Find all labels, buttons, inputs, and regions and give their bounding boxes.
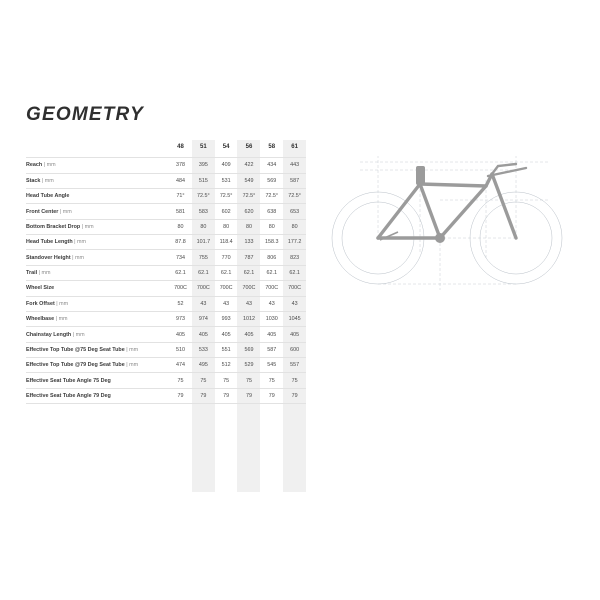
- cell-value: 79: [268, 393, 275, 399]
- row-label: [26, 311, 169, 326]
- cell-value: 474: [176, 362, 186, 369]
- cell-value: 75: [200, 377, 207, 384]
- row-label-unit: | mm: [59, 208, 72, 215]
- row-label-unit: | mm: [72, 254, 85, 261]
- cell-value: 43: [291, 300, 298, 307]
- row-label-text: Standover Height: [26, 254, 71, 261]
- table-row: [26, 250, 306, 265]
- cell-value: 409: [221, 162, 231, 169]
- cell-value: 787: [244, 254, 254, 261]
- row-label: [26, 188, 169, 203]
- table-row: [26, 342, 306, 357]
- cell-value: 75: [268, 377, 275, 384]
- row-label-unit: | mm: [41, 177, 54, 184]
- cell-value: 80: [268, 223, 275, 230]
- row-label-unit: | mm: [72, 331, 85, 338]
- cell-value: 62.1: [198, 270, 209, 276]
- cell-value: 80: [291, 223, 298, 230]
- row-label-text: Trail: [26, 270, 38, 276]
- table-body: [26, 158, 306, 404]
- bike-geometry-diagram: [320, 140, 578, 300]
- cell-value: 484: [176, 177, 186, 184]
- cell-value: 549: [244, 177, 254, 184]
- cell-value: 512: [221, 362, 231, 369]
- size-header: 48: [177, 144, 184, 151]
- cell-value: 80: [245, 223, 252, 230]
- cell-value: 510: [176, 346, 186, 353]
- row-label-text: Head Tube Angle: [26, 193, 70, 200]
- cell-value: 734: [176, 254, 186, 261]
- cell-value: 75: [177, 377, 184, 384]
- cell-value: 405: [221, 331, 231, 338]
- table-row: [26, 265, 306, 280]
- cell-value: 405: [290, 331, 300, 338]
- cell-value: 434: [267, 162, 277, 169]
- cell-value: 52: [177, 300, 184, 307]
- cell-value: 75: [223, 377, 230, 384]
- cell-value: 700C: [265, 285, 279, 292]
- cell-value: 62.1: [220, 270, 232, 276]
- table-row: [26, 358, 306, 373]
- size-header: 56: [245, 144, 253, 151]
- table-row: [26, 188, 306, 203]
- cell-value: 118.4: [219, 239, 233, 246]
- cell-value: 79: [223, 393, 230, 399]
- cell-value: 531: [221, 177, 231, 184]
- cell-value: 62.1: [266, 270, 278, 276]
- cell-value: 79: [245, 393, 252, 399]
- row-label-text: Effective Top Tube @75 Deg Seat Tube: [26, 346, 125, 353]
- cell-value: 973: [176, 316, 186, 323]
- table-row: [26, 173, 306, 188]
- cell-value: 378: [176, 162, 186, 169]
- header-spacer: [26, 140, 169, 158]
- cell-value: 1012: [242, 316, 255, 323]
- cell-value: 80: [223, 223, 230, 230]
- cell-value: 700C: [242, 285, 256, 292]
- row-label-text: Wheelbase: [26, 316, 55, 323]
- cell-value: 43: [223, 300, 230, 307]
- row-label-unit: | mm: [126, 362, 139, 369]
- table-head: [26, 140, 306, 158]
- cell-value: 1030: [265, 316, 278, 323]
- cell-value: 533: [198, 346, 208, 353]
- row-label-text: Stack: [26, 177, 41, 184]
- cell-value: 545: [267, 362, 277, 369]
- cell-value: 87.8: [175, 239, 186, 246]
- row-label: [26, 158, 169, 173]
- cell-value: 823: [290, 254, 300, 261]
- cell-value: 583: [198, 208, 208, 215]
- cell-value: 62.1: [175, 270, 186, 276]
- row-label: [26, 342, 169, 357]
- row-label-unit: | mm: [55, 316, 68, 323]
- table-row: [26, 373, 306, 388]
- cell-value: 71°: [176, 193, 185, 200]
- row-label: [26, 358, 169, 373]
- cell-value: 75: [245, 377, 252, 384]
- cell-value: 700C: [219, 285, 233, 292]
- cell-value: 587: [267, 346, 277, 353]
- cell-value: 515: [198, 177, 208, 184]
- cell-value: 72.5°: [197, 193, 210, 200]
- row-label-text: Reach: [26, 162, 43, 169]
- geometry-table: [26, 140, 306, 404]
- cell-value: 62.1: [289, 270, 300, 276]
- row-label-unit: | mm: [43, 162, 56, 169]
- table-row: [26, 311, 306, 326]
- cell-value: 133: [244, 239, 254, 246]
- row-label: [26, 327, 169, 342]
- cell-value: 495: [198, 362, 208, 369]
- row-label: [26, 296, 169, 311]
- cell-value: 158.3: [265, 239, 279, 246]
- cell-value: 700C: [174, 285, 187, 292]
- cell-value: 72.5°: [265, 193, 279, 200]
- cell-value: 80: [200, 223, 207, 230]
- row-label: [26, 265, 169, 280]
- size-header: 54: [222, 144, 230, 151]
- row-label-text: Effective Seat Tube Angle 75 Deg: [26, 377, 111, 384]
- cell-value: 700C: [288, 285, 302, 292]
- table-row: [26, 219, 306, 234]
- row-label: [26, 219, 169, 234]
- cell-value: 405: [176, 331, 186, 338]
- cell-value: 405: [198, 331, 208, 338]
- table-row: [26, 281, 306, 296]
- row-label-text: Fork Offset: [26, 300, 55, 307]
- table-row: [26, 204, 306, 219]
- cell-value: 101.7: [196, 239, 211, 246]
- cell-value: 72.5°: [288, 193, 301, 200]
- cell-value: 79: [200, 393, 207, 399]
- cell-value: 529: [244, 362, 254, 369]
- row-label-unit: | mm: [56, 300, 69, 307]
- cell-value: 600: [290, 346, 300, 353]
- cell-value: 79: [177, 393, 184, 399]
- size-header: 61: [291, 144, 298, 151]
- cell-value: 587: [290, 177, 300, 184]
- size-header: 58: [268, 144, 276, 151]
- cell-value: 405: [244, 331, 254, 338]
- cell-value: 551: [221, 346, 231, 353]
- cell-value: 653: [290, 208, 300, 215]
- cell-value: 806: [267, 254, 277, 261]
- row-label-text: Chainstay Length: [26, 331, 72, 338]
- cell-value: 79: [291, 393, 298, 399]
- row-label-unit: | mm: [38, 270, 51, 276]
- row-label: [26, 373, 169, 388]
- cell-value: 43: [245, 300, 252, 307]
- row-label: [26, 388, 169, 403]
- cell-value: 602: [221, 208, 231, 215]
- row-label-text: Head Tube Length: [26, 239, 73, 246]
- cell-value: 770: [221, 254, 231, 261]
- cell-value: 72.5°: [242, 193, 256, 200]
- cell-value: 569: [267, 177, 277, 184]
- table-row: [26, 388, 306, 403]
- row-label-unit: | mm: [81, 223, 94, 230]
- table-row: [26, 235, 306, 250]
- row-label-unit: | mm: [74, 239, 87, 246]
- cell-value: 72.5°: [219, 193, 233, 200]
- cell-value: 62.1: [243, 270, 255, 276]
- row-label-text: Front Center: [26, 208, 59, 215]
- cell-value: 974: [198, 316, 208, 323]
- table-header-row: [26, 140, 306, 158]
- cell-value: 557: [290, 362, 300, 369]
- row-label-text: Effective Seat Tube Angle 79 Deg: [26, 393, 111, 399]
- row-label: [26, 204, 169, 219]
- table-row: [26, 296, 306, 311]
- row-label: [26, 173, 169, 188]
- table-row: [26, 327, 306, 342]
- cell-value: 75: [291, 377, 298, 384]
- table-row: [26, 158, 306, 173]
- cell-value: 569: [244, 346, 254, 353]
- cell-value: 581: [176, 208, 186, 215]
- cell-value: 405: [267, 331, 277, 338]
- cell-value: 620: [244, 208, 254, 215]
- page-title: GEOMETRY: [26, 104, 144, 125]
- cell-value: 993: [221, 316, 231, 323]
- cell-value: 43: [200, 300, 207, 307]
- row-label: [26, 235, 169, 250]
- cell-value: 755: [198, 254, 208, 261]
- row-label-text: Wheel Size: [26, 285, 55, 292]
- cell-value: 422: [244, 162, 254, 169]
- row-label: [26, 281, 169, 296]
- cell-value: 443: [290, 162, 300, 169]
- cell-value: 700C: [196, 285, 210, 292]
- cell-value: 80: [177, 223, 184, 230]
- cell-value: 43: [268, 300, 275, 307]
- cell-value: 395: [198, 162, 208, 169]
- row-label-text: Bottom Bracket Drop: [26, 223, 81, 230]
- cell-value: 177.2: [287, 239, 302, 246]
- cell-value: 638: [267, 208, 277, 215]
- size-header: 51: [199, 144, 207, 151]
- row-label-text: Effective Top Tube @79 Deg Seat Tube: [26, 362, 125, 369]
- row-label: [26, 250, 169, 265]
- row-label-unit: | mm: [126, 346, 139, 353]
- cell-value: 1045: [288, 316, 301, 323]
